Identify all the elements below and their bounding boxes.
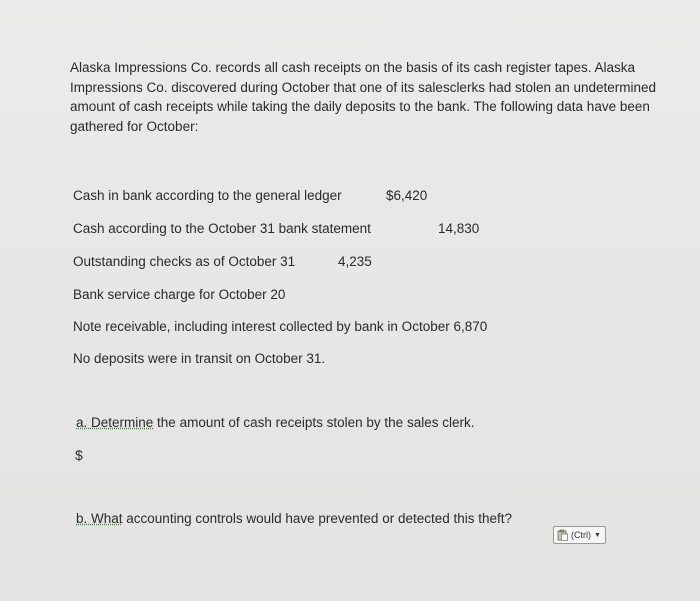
problem-intro: Alaska Impressions Co. records all cash receipts on the basis of its cash register tapes. Alaska Impressions Co. discovered during October that one of its salesclerks had stolen an undetermined amount of cash receipts while taking the daily deposits to the bank. The following data have been gathered for October:: [70, 60, 657, 134]
question-b: [76, 510, 512, 528]
deposits-in-transit-line: No deposits were in transit on October 31.: [73, 351, 326, 366]
outstanding-checks-amount: 4,235: [338, 254, 372, 269]
answer-a-dollar-sign: $: [75, 447, 83, 463]
general-ledger-label: Cash in bank according to the general ledger: [73, 188, 342, 203]
question-b-prefix: b. What: [76, 511, 123, 526]
general-ledger-amount: $6,420: [386, 188, 428, 203]
question-a-text: the amount of cash receipts stolen by the sales clerk.: [153, 415, 475, 430]
clipboard-icon: [557, 529, 568, 541]
outstanding-checks-label: Outstanding checks as of October 31: [73, 254, 296, 269]
caret-down-icon: ▼: [594, 531, 601, 539]
question-b-text: accounting controls would have prevented or detected this theft?: [122, 511, 513, 526]
service-charge-line: Bank service charge for October 20: [73, 287, 286, 302]
question-a: [76, 414, 474, 432]
question-a-prefix: a. Determine: [76, 415, 154, 430]
paste-options-button[interactable]: [553, 526, 606, 544]
paste-options-label: (Ctrl): [571, 530, 591, 540]
bank-statement-label: Cash according to the October 31 bank statement: [73, 221, 371, 236]
note-receivable-line: Note receivable, including interest collected by bank in October 6,870: [73, 319, 488, 334]
bank-statement-amount: 14,830: [438, 221, 480, 236]
